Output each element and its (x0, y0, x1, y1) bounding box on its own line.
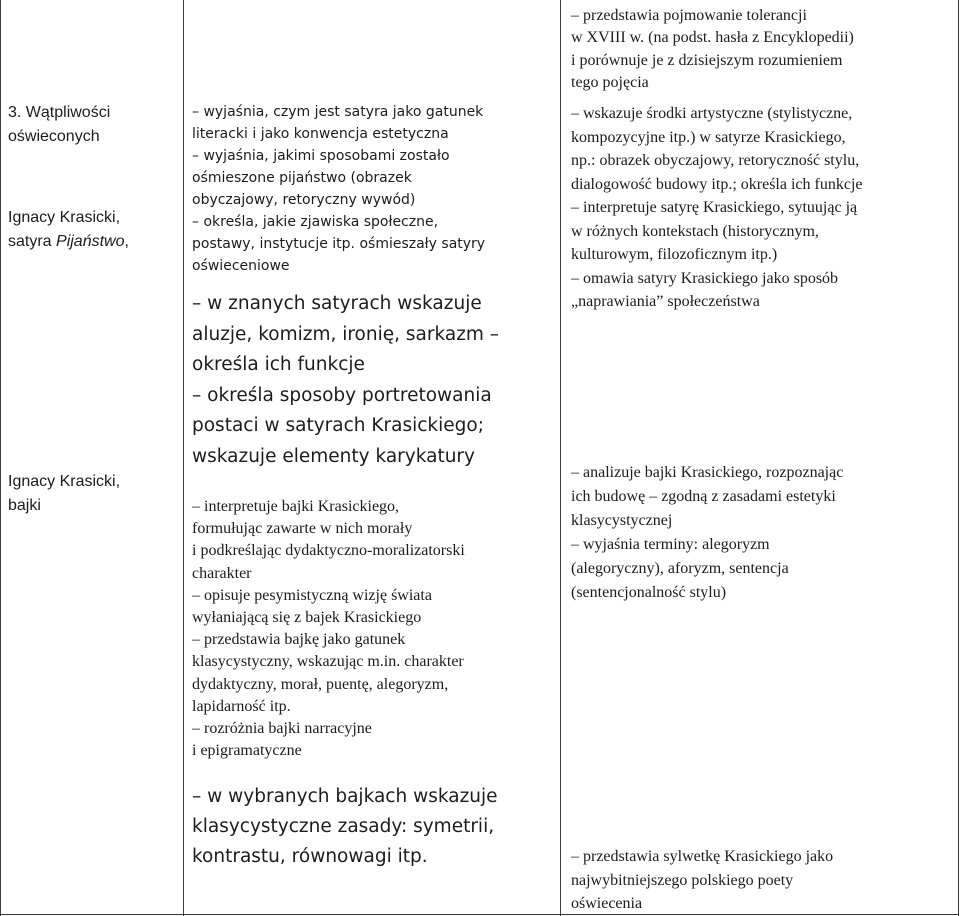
fables-requirements-advanced: – analizuje bajki Krasickiego, rozpoznając ich budowę – zgodną z zasadami estetyki klasycystycznej – wyjaśnia terminy: alegoryzm (alegoryczny), aforyzm, sentencja (sentencjonalność stylu) (571, 464, 844, 601)
column-divider-2 (560, 0, 561, 916)
fables-requirements-extended: – w wybranych bajkach wskazuje klasycystyczne zasady: symetrii, kontrastu, równowagi itp. (192, 786, 498, 867)
satire-requirements-extended: – w znanych satyrach wskazuje aluzje, komizm, ironię, sarkazm – określa ich funkcje – określa sposoby portretowania postaci w satyrach Krasickiego; wskazuje elementy karykatury (192, 293, 500, 467)
portrait-requirement: – przedstawia sylwetkę Krasickiego jako najwybitniejszego polskiego poety oświecenia (571, 848, 834, 912)
fables-requirements-basic: – interpretuje bajki Krasickiego, formułując zawarte w nich morały i podkreślając dydaktyczno-moralizatorski charakter – opisuje pesymistyczną wizję świata wyłaniającą się z bajek Krasickiego – przedstawia bajkę jako gatunek klasycystyczny, wskazując m.in. charakter dydaktyczny, morał, puentę, alegoryzm, lapidarność itp. – rozróżnia bajki narracyjne i epigramatyczne (192, 498, 465, 760)
column-divider-1 (183, 0, 184, 916)
satire-requirements-advanced: – wskazuje środki artystyczne (stylistyczne, kompozycyjne itp.) w satyrze Krasickiego, np.: obrazek obyczajowy, retoryczność stylu, dialogowość budowy itp.; określa ich funkcje – interpretuje satyrę Krasickiego, sytuując ją w różnych kontekstach (historycznym, kulturowym, filozoficznym itp.) – omawia satyry Krasickiego jako sposób „naprawiania” społeczeństwa (571, 105, 863, 310)
section-title: 3. Wątpliwości oświeconych (8, 104, 111, 145)
topic-satire-author: Ignacy Krasicki, satyra (8, 209, 121, 250)
topic-satire-title: Pijaństwo (56, 233, 125, 250)
topic-fables: Ignacy Krasicki, bajki (8, 473, 121, 514)
satire-requirements-basic: – wyjaśnia, czym jest satyra jako gatunek literacki i jako konwencja estetyczna – wyjaśnia, jakimi sposobami zostało ośmieszone pijaństwo (obrazek obyczajowy, retoryczny wywód) – określa, jakie zjawiska społeczne, postawy, instytucje itp. ośmieszały satyry oświeceniowe (192, 104, 486, 274)
tolerance-requirements: – przedstawia pojmowanie tolerancji w XVIII w. (na podst. hasła z Encyklopedii) i porównuje je z dzisiejszym rozumieniem tego pojęcia (571, 7, 854, 91)
topic-satire-comma: , (124, 233, 129, 250)
table-border-left (0, 0, 1, 916)
table-border-right (958, 0, 959, 916)
topic-satire (8, 206, 129, 254)
